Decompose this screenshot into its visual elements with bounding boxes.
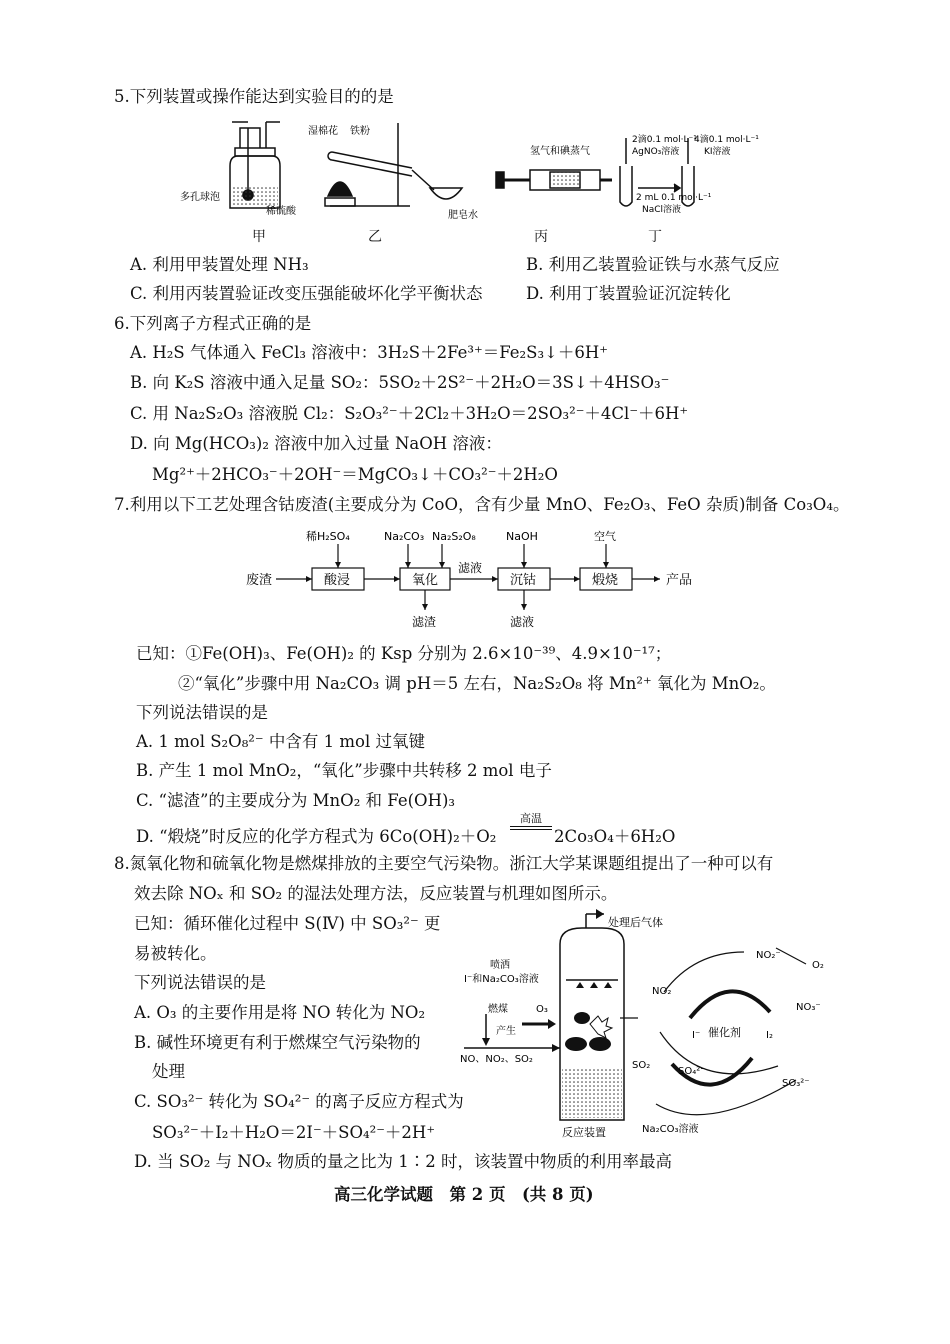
fig-out: 处理后气体 [608, 916, 663, 929]
q8-known-1: 已知：循环催化过程中 S(Ⅳ) 中 SO₃²⁻ 更 [134, 914, 441, 933]
fig-o2: O₂ [812, 960, 824, 971]
fig-so4: SO₄²⁻ [678, 1066, 706, 1077]
label-b2: 铁粉 [350, 126, 370, 137]
caption-ding: 丁 [648, 230, 662, 245]
q8-option-c-2: SO₃²⁻＋I₂＋H₂O＝2I⁻＋SO₄²⁻＋2H⁺ [152, 1123, 436, 1142]
q7-option-b: B. 产生 1 mol MnO₂，“氧化”步骤中共转移 2 mol 电子 [136, 761, 552, 780]
q5-stem: 5.下列装置或操作能达到实验目的的是 [114, 87, 394, 106]
label-b3: 肥皂水 [448, 210, 478, 221]
q5-apparatus-figure [180, 118, 770, 228]
fig-gas: NO、NO₂、SO₂ [460, 1054, 533, 1065]
label-d3: 4滴0.1 mol·L⁻¹ [694, 135, 759, 145]
flow-out: 产品 [666, 573, 693, 588]
q7-process-flow [240, 528, 720, 632]
q7-option-a: A. 1 mol S₂O₈²⁻ 中含有 1 mol 过氧键 [136, 732, 425, 751]
label-d1: 2滴0.1 mol·L⁻¹ [632, 135, 697, 145]
label-a2: 稀硫酸 [266, 206, 296, 217]
flow-reagent-2a: Na₂CO₃ [384, 530, 425, 543]
q8-reaction-figure [456, 908, 836, 1140]
q5-option-d: D. 利用丁装置验证沉淀转化 [526, 284, 731, 303]
label-c1: 氢气和碘蒸气 [530, 146, 590, 157]
q7-ask: 下列说法错误的是 [136, 703, 268, 722]
q5-option-a: A. 利用甲装置处理 NH₃ [130, 255, 309, 274]
flow-filtrate-2: 滤液 [510, 615, 535, 629]
fig-device: 反应装置 [562, 1126, 606, 1139]
fig-i2: I₂ [766, 1030, 773, 1041]
flow-reagent-4: 空气 [594, 530, 616, 543]
fig-coal: 燃煤 [488, 1004, 508, 1015]
label-a1: 多孔球泡 [180, 192, 220, 203]
fig-spray-2: I⁻和Na₂CO₃溶液 [464, 974, 539, 985]
q6-option-d: D. 向 Mg(HCO₃)₂ 溶液中加入过量 NaOH 溶液： [130, 434, 502, 453]
q8-stem-2: 效去除 NOₓ 和 SO₂ 的湿法处理方法，反应装置与机理如图所示。 [134, 884, 618, 903]
apparatus-jia [230, 122, 280, 208]
page-footer: 高三化学试题 第 2 页 (共 8 页) [334, 1185, 594, 1204]
q8-known-2: 易被转化。 [134, 944, 217, 963]
q6-stem: 6.下列离子方程式正确的是 [114, 314, 312, 333]
flow-reagent-3: NaOH [506, 530, 538, 543]
fig-i-minus: I⁻ [692, 1030, 701, 1041]
q8-option-b-1: B. 碱性环境更有利于燃煤空气污染物的 [134, 1033, 421, 1052]
flow-filtrate: 滤液 [458, 561, 483, 575]
flow-step-calcine: 煅烧 [592, 573, 619, 588]
q5-option-b: B. 利用乙装置验证铁与水蒸气反应 [526, 255, 780, 274]
flow-step-precip: 沉钴 [510, 573, 537, 588]
fig-na2co3: Na₂CO₃溶液 [642, 1124, 699, 1135]
q8-option-a: A. O₃ 的主要作用是将 NO 转化为 NO₂ [134, 1003, 426, 1022]
flow-reagent-1: 稀H₂SO₄ [306, 530, 350, 543]
apparatus-bing [496, 170, 612, 190]
fig-no3-minus: NO₃⁻ [796, 1002, 821, 1013]
fig-produce: 产生 [496, 1026, 516, 1037]
q7-option-d-bar [510, 829, 552, 830]
flow-step-acid: 酸浸 [324, 573, 351, 588]
label-d4: KI溶液 [704, 147, 731, 157]
q5-option-c: C. 利用丙装置验证改变压强能破坏化学平衡状态 [130, 284, 483, 303]
q7-option-c: C. “滤渣”的主要成分为 MnO₂ 和 Fe(OH)₃ [136, 791, 456, 810]
label-d2: AgNO₃溶液 [632, 147, 680, 157]
q8-option-d: D. 当 SO₂ 与 NOₓ 物质的量之比为 1∶2 时，该装置中物质的利用率最高 [134, 1152, 672, 1171]
q6-option-d-equation: Mg²⁺＋2HCO₃⁻＋2OH⁻＝MgCO₃↓＋CO₃²⁻＋2H₂O [152, 465, 558, 484]
flow-step-oxidize: 氧化 [412, 573, 439, 588]
q7-stem: 7.利用以下工艺处理含钴废渣(主要成分为 CoO，含有少量 MnO、Fe₂O₃、FeO 杂质)制备 Co₃O₄。 [114, 495, 850, 514]
q7-known-2: ②“氧化”步骤中用 Na₂CO₃ 调 pH＝5 左右，Na₂S₂O₈ 将 Mn²⁺ 氧化为 MnO₂。 [178, 674, 776, 693]
fig-o3: O₃ [536, 1004, 548, 1015]
caption-bing: 丙 [534, 230, 548, 245]
q6-option-b: B. 向 K₂S 溶液中通入足量 SO₂：5SO₂＋2S²⁻＋2H₂O＝3S↓＋4HSO₃⁻ [130, 373, 670, 392]
label-d6: NaCl溶液 [642, 205, 682, 215]
q8-option-c-1: C. SO₃²⁻ 转化为 SO₄²⁻ 的离子反应方程式为 [134, 1092, 464, 1111]
fig-so2: SO₂ [632, 1060, 651, 1071]
label-b1: 湿棉花 [308, 126, 338, 137]
q7-option-d-condition [510, 812, 552, 827]
flow-reagent-2b: Na₂S₂O₈ [432, 530, 476, 543]
fig-catalyst: 催化剂 [708, 1026, 741, 1039]
caption-jia: 甲 [252, 230, 266, 245]
q7-known-1: 已知：①Fe(OH)₃、Fe(OH)₂ 的 Ksp 分别为 2.6×10⁻³⁹、4.9×10⁻¹⁷； [136, 644, 672, 663]
q7-option-d-end: 2Co₃O₄＋6H₂O [554, 827, 676, 846]
q7-option-d: D. “煅烧”时反应的化学方程式为 6Co(OH)₂＋O₂ [136, 827, 497, 846]
fig-spray-1: 喷洒 [490, 960, 510, 971]
flow-in: 废渣 [246, 573, 273, 588]
q6-option-a: A. H₂S 气体通入 FeCl₃ 溶液中：3H₂S＋2Fe³⁺＝Fe₂S₃↓＋6H⁺ [130, 343, 608, 362]
q8-ask: 下列说法错误的是 [134, 973, 266, 992]
fig-no2-minus: NO₂⁻ [756, 950, 781, 961]
fig-no2: NO₂ [652, 986, 672, 997]
fig-so3: SO₃²⁻ [782, 1078, 810, 1089]
label-d5: 2 mL 0.1 mol·L⁻¹ [636, 193, 712, 203]
q8-stem-1: 8.氮氧化物和硫氧化物是燃煤排放的主要空气污染物。浙江大学某课题组提出了一种可以有 [114, 854, 774, 873]
flow-residue: 滤渣 [412, 615, 437, 629]
q8-option-b-2: 处理 [152, 1062, 185, 1081]
q7-condition-text: 高温 [520, 812, 542, 825]
caption-yi: 乙 [368, 230, 382, 245]
apparatus-yi [325, 123, 462, 206]
q6-option-c: C. 用 Na₂S₂O₃ 溶液脱 Cl₂：S₂O₃²⁻＋2Cl₂＋3H₂O＝2SO₃²⁻＋4Cl⁻＋6H⁺ [130, 404, 689, 423]
